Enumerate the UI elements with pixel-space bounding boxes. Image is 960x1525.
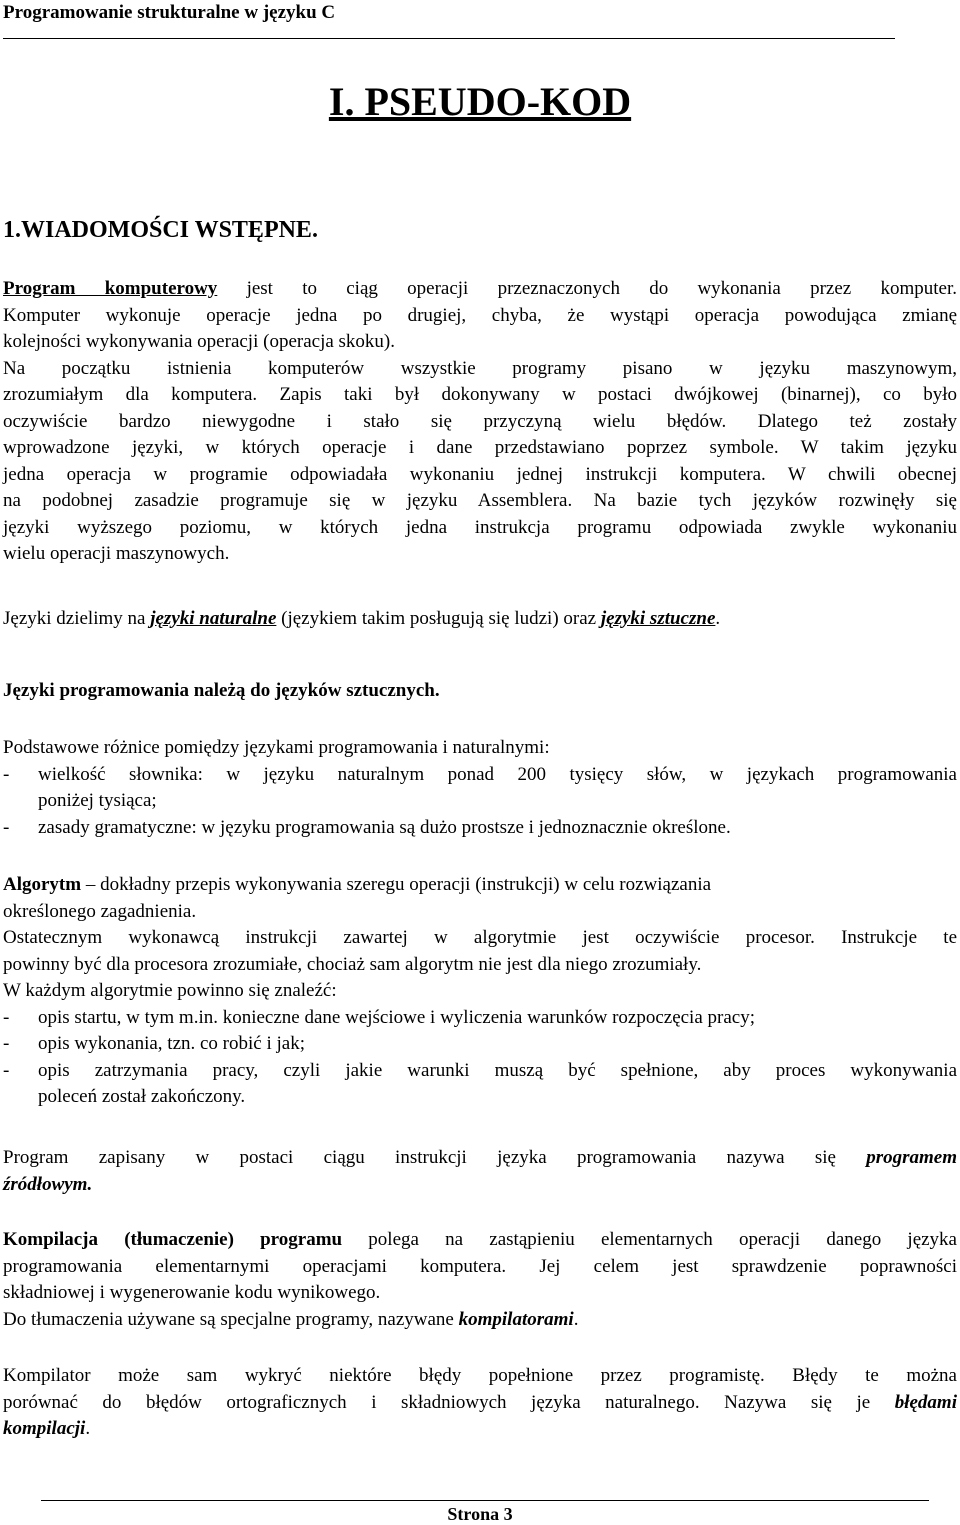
term-errors: błędami	[894, 1391, 957, 1413]
text-line: Kompilacja (tłumaczenie) programu polega na zastąpieniu elementarnych operacji danego języka	[3, 1229, 957, 1250]
list-item: - wielkość słownika: w języku naturalnym ponad 200 tysięcy słów, w językach programowania poniżej tysiąca;	[3, 763, 957, 811]
text-line: programowania elementarnymi operacjami komputera. Jej celem jest sprawdzenie poprawności	[3, 1255, 957, 1277]
text-line: Program komputerowy jest to ciąg operacji przeznaczonych do wykonania przez komputer.	[3, 278, 957, 299]
section-title: 1.WIADOMOŚCI WSTĘPNE.	[3, 217, 318, 243]
text-line: Program zapisany w postaci ciągu instrukcji języka programowania nazywa się programem	[3, 1147, 957, 1168]
text-line: powinny być dla procesora zrozumiałe, chociaż sam algorytm nie jest dla niego zrozumiały.	[3, 953, 702, 975]
differences-intro: Podstawowe różnice pomiędzy językami programowania i naturalnymi:	[3, 737, 550, 758]
text-line: na podobnej zasadzie programuje się w języku Assemblera. Na bazie tych języków rozwinęły się	[3, 490, 957, 511]
term-artificial-languages: języki sztuczne	[600, 608, 716, 629]
list-item: - opis zatrzymania pracy, czyli jakie warunki muszą być spełnione, aby proces wykonywania poleceń został zakończony.	[3, 1059, 957, 1107]
text-line: Na początku istnienia komputerów wszystkie programy pisano w języku maszynowym,	[3, 357, 957, 379]
intro-paragraph	[3, 276, 957, 568]
text-line: W każdym algorytmie powinno się znaleźć:	[3, 980, 337, 1001]
footer-rule	[41, 1500, 929, 1501]
chapter-title: I. PSEUDO-KOD	[328, 79, 632, 124]
algorithm-section	[3, 872, 957, 1111]
term-program: Program komputerowy	[3, 278, 218, 299]
list-item: - opis wykonania, tzn. co robić i jak;	[3, 1033, 305, 1054]
text-line: porównać do błędów ortograficznych i składniowych języka naturalnego. Nazywa się je błędami	[3, 1391, 957, 1413]
languages-paragraph: Języki dzielimy na języki naturalne (językiem takim posługują się ludzi) oraz języki sztuczne.	[3, 608, 721, 629]
list-item: - zasady gramatyczne: w języku programowania są dużo prostsze i jednoznacznie określone.	[3, 816, 731, 838]
text-line: wielu operacji maszynowych.	[3, 543, 230, 564]
source-program-paragraph	[3, 1145, 957, 1198]
term-compilers: kompilatorami	[458, 1308, 574, 1330]
text-line: określonego zagadnienia.	[3, 900, 197, 922]
text-line: jedna operacja w programie odpowiadała wykonaniu jednej instrukcji komputera. W chwili obecnej	[3, 463, 957, 485]
text-line: Algorytm – dokładny przepis wykonywania szeregu operacji (instrukcji) w celu rozwiązania	[3, 874, 712, 895]
running-header: Programowanie strukturalne w języku C	[3, 2, 336, 23]
text-line: oczywiście bardzo niewygodne i stało się przyczyną wielu błędów. Dlatego też zostały	[3, 410, 957, 432]
text-line: wprowadzone języki, w których operacje i dane przedstawiano poprzez symbole. W takim języku	[3, 437, 957, 458]
programming-languages-statement: Języki programowania należą do języków sztucznych.	[3, 680, 440, 701]
list-item: - opis startu, w tym m.in. konieczne dane wejściowe i wyliczenia warunków rozpoczęcia pracy;	[3, 1006, 755, 1028]
text-line: źródłowym.	[3, 1173, 93, 1195]
document-page	[3, 0, 957, 1524]
term-natural-languages: języki naturalne	[150, 608, 277, 629]
text-line: Kompilator może sam wykryć niektóre błędy popełnione przez programistę. Błędy te można	[3, 1365, 957, 1386]
text-line: Komputer wykonuje operacje jedna po drugiej, chyba, że wystąpi operacja powodująca zmianę	[3, 304, 957, 326]
text-line: kolejności wykonywania operacji (operacja skoku).	[3, 331, 396, 352]
header-rule	[3, 38, 895, 39]
term-algorithm: Algorytm	[3, 874, 82, 895]
text-line: języki wyższego poziomu, w których jedna instrukcja programu odpowiada zwykle wykonaniu	[3, 516, 957, 538]
text-line: Ostatecznym wykonawcą instrukcji zawartej w algorytmie jest oczywiście procesor. Instrukcje te	[3, 927, 957, 948]
differences-section	[3, 735, 957, 841]
text-line: Do tłumaczenia używane są specjalne programy, nazywane kompilatorami.	[3, 1308, 579, 1330]
page-number: Strona 3	[447, 1504, 513, 1524]
compilation-errors-paragraph	[3, 1363, 957, 1443]
term-compilation: Kompilacja (tłumaczenie) programu	[3, 1229, 343, 1250]
text-line: zrozumiałym dla komputera. Zapis taki był dokonywany w postaci dwójkowej (binarnej), co było	[3, 384, 957, 405]
text-line: składniowej i wygenerowanie kodu wynikowego.	[3, 1282, 381, 1303]
text-line: kompilacji.	[3, 1418, 91, 1439]
term-source-program: programem	[866, 1147, 957, 1168]
compilation-paragraph	[3, 1227, 957, 1333]
